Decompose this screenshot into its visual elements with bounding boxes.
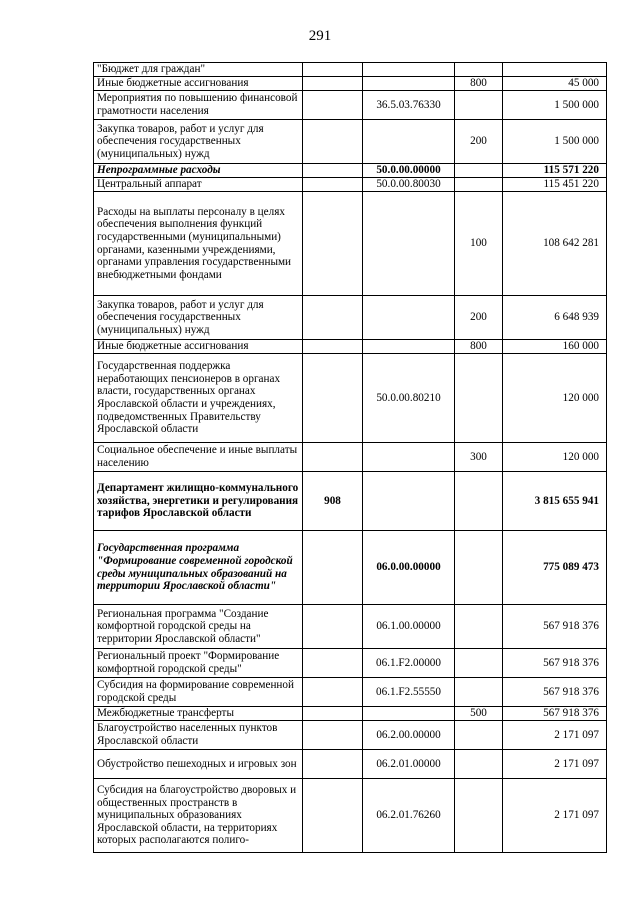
- table-row: [94, 779, 607, 853]
- table-row: [94, 296, 607, 340]
- target-article-cell: [363, 192, 455, 296]
- department-code-cell: [303, 178, 363, 192]
- expense-type-cell: [455, 164, 503, 178]
- department-code-cell: [303, 120, 363, 164]
- item-name-cell: Департамент жилищно-коммунального хозяйства, энергетики и регулирования тарифов Ярославской области: [94, 472, 303, 531]
- department-code-cell: [303, 531, 363, 605]
- expense-type-cell: 800: [455, 340, 503, 354]
- item-name-cell: Региональная программа "Создание комфортной городской среды на территории Ярославской области": [94, 605, 303, 649]
- expense-type-cell: 200: [455, 120, 503, 164]
- target-article-cell: 50.0.00.80030: [363, 178, 455, 192]
- item-name-cell: Мероприятия по повышению финансовой грамотности населения: [94, 91, 303, 120]
- target-article-cell: [363, 707, 455, 721]
- department-code-cell: [303, 164, 363, 178]
- expense-type-cell: [455, 750, 503, 779]
- item-name-cell: Межбюджетные трансферты: [94, 707, 303, 721]
- expense-type-cell: [455, 63, 503, 77]
- budget-table-body: [94, 63, 607, 853]
- target-article-cell: 06.1.F2.55550: [363, 678, 455, 707]
- table-row: [94, 91, 607, 120]
- department-code-cell: [303, 77, 363, 91]
- department-code-cell: [303, 443, 363, 472]
- table-row: [94, 63, 607, 77]
- amount-cell: 2 171 097: [503, 779, 607, 853]
- expense-type-cell: 200: [455, 296, 503, 340]
- expense-type-cell: [455, 605, 503, 649]
- table-row: [94, 340, 607, 354]
- item-name-cell: Непрограммные расходы: [94, 164, 303, 178]
- amount-cell: 1 500 000: [503, 91, 607, 120]
- amount-cell: 567 918 376: [503, 649, 607, 678]
- expense-type-cell: [455, 178, 503, 192]
- table-row: [94, 164, 607, 178]
- department-code-cell: [303, 354, 363, 443]
- target-article-cell: [363, 296, 455, 340]
- table-row: [94, 649, 607, 678]
- target-article-cell: 50.0.00.80210: [363, 354, 455, 443]
- target-article-cell: 50.0.00.00000: [363, 164, 455, 178]
- amount-cell: 775 089 473: [503, 531, 607, 605]
- department-code-cell: [303, 707, 363, 721]
- table-row: [94, 678, 607, 707]
- table-row: [94, 77, 607, 91]
- target-article-cell: 06.2.00.00000: [363, 721, 455, 750]
- item-name-cell: Социальное обеспечение и иные выплаты населению: [94, 443, 303, 472]
- expense-type-cell: [455, 779, 503, 853]
- department-code-cell: [303, 340, 363, 354]
- item-name-cell: Субсидия на формирование современной городской среды: [94, 678, 303, 707]
- target-article-cell: 06.2.01.00000: [363, 750, 455, 779]
- department-code-cell: [303, 91, 363, 120]
- amount-cell: 567 918 376: [503, 605, 607, 649]
- expense-type-cell: [455, 472, 503, 531]
- item-name-cell: Субсидия на благоустройство дворовых и общественных пространств в муниципальных образованиях Ярославской области, на территориях которых располагаются полиго-: [94, 779, 303, 853]
- target-article-cell: 06.0.00.00000: [363, 531, 455, 605]
- expense-type-cell: 800: [455, 77, 503, 91]
- item-name-cell: Государственная программа "Формирование современной городской среды муниципальных образований на территории Ярославской области": [94, 531, 303, 605]
- item-name-cell: Иные бюджетные ассигнования: [94, 340, 303, 354]
- item-name-cell: Обустройство пешеходных и игровых зон: [94, 750, 303, 779]
- amount-cell: 6 648 939: [503, 296, 607, 340]
- amount-cell: 115 451 220: [503, 178, 607, 192]
- item-name-cell: Центральный аппарат: [94, 178, 303, 192]
- expense-type-cell: [455, 721, 503, 750]
- item-name-cell: Благоустройство населенных пунктов Ярославской области: [94, 721, 303, 750]
- amount-cell: 1 500 000: [503, 120, 607, 164]
- expense-type-cell: [455, 354, 503, 443]
- expense-type-cell: 100: [455, 192, 503, 296]
- target-article-cell: [363, 340, 455, 354]
- amount-cell: 2 171 097: [503, 721, 607, 750]
- target-article-cell: 06.1.F2.00000: [363, 649, 455, 678]
- amount-cell: 45 000: [503, 77, 607, 91]
- amount-cell: [503, 63, 607, 77]
- item-name-cell: Закупка товаров, работ и услуг для обеспечения государственных (муниципальных) нужд: [94, 296, 303, 340]
- table-row: [94, 192, 607, 296]
- table-row: [94, 354, 607, 443]
- table-row: [94, 707, 607, 721]
- department-code-cell: [303, 649, 363, 678]
- page-number: 291: [308, 28, 332, 44]
- amount-cell: 120 000: [503, 354, 607, 443]
- table-row: [94, 750, 607, 779]
- department-code-cell: [303, 605, 363, 649]
- amount-cell: 120 000: [503, 443, 607, 472]
- item-name-cell: "Бюджет для граждан": [94, 63, 303, 77]
- target-article-cell: 36.5.03.76330: [363, 91, 455, 120]
- table-row: [94, 605, 607, 649]
- table-row: [94, 472, 607, 531]
- amount-cell: 3 815 655 941: [503, 472, 607, 531]
- target-article-cell: 06.1.00.00000: [363, 605, 455, 649]
- amount-cell: 108 642 281: [503, 192, 607, 296]
- department-code-cell: [303, 678, 363, 707]
- department-code-cell: [303, 750, 363, 779]
- expense-type-cell: 300: [455, 443, 503, 472]
- department-code-cell: [303, 63, 363, 77]
- table-row: [94, 443, 607, 472]
- table-row: [94, 178, 607, 192]
- target-article-cell: [363, 77, 455, 91]
- item-name-cell: Закупка товаров, работ и услуг для обеспечения государственных (муниципальных) нужд: [94, 120, 303, 164]
- amount-cell: 567 918 376: [503, 678, 607, 707]
- amount-cell: 2 171 097: [503, 750, 607, 779]
- department-code-cell: [303, 192, 363, 296]
- table-row: [94, 120, 607, 164]
- item-name-cell: Государственная поддержка неработающих пенсионеров в органах власти, государственных органах Ярославской области и учреждениях, подведомственных Правительству Ярославской области: [94, 354, 303, 443]
- amount-cell: 567 918 376: [503, 707, 607, 721]
- target-article-cell: [363, 120, 455, 164]
- department-code-cell: [303, 296, 363, 340]
- budget-table: [93, 62, 607, 853]
- amount-cell: 115 571 220: [503, 164, 607, 178]
- expense-type-cell: [455, 678, 503, 707]
- expense-type-cell: 500: [455, 707, 503, 721]
- department-code-cell: [303, 721, 363, 750]
- department-code-cell: 908: [303, 472, 363, 531]
- expense-type-cell: [455, 531, 503, 605]
- target-article-cell: [363, 443, 455, 472]
- expense-type-cell: [455, 649, 503, 678]
- target-article-cell: [363, 472, 455, 531]
- expense-type-cell: [455, 91, 503, 120]
- department-code-cell: [303, 779, 363, 853]
- item-name-cell: Иные бюджетные ассигнования: [94, 77, 303, 91]
- table-row: [94, 531, 607, 605]
- target-article-cell: [363, 63, 455, 77]
- table-row: [94, 721, 607, 750]
- target-article-cell: 06.2.01.76260: [363, 779, 455, 853]
- amount-cell: 160 000: [503, 340, 607, 354]
- item-name-cell: Расходы на выплаты персоналу в целях обеспечения выполнения функций государственными (муниципальными) органами, казенными учреждениями, органами управления государственными внебюджетными фондами: [94, 192, 303, 296]
- item-name-cell: Региональный проект "Формирование комфортной городской среды": [94, 649, 303, 678]
